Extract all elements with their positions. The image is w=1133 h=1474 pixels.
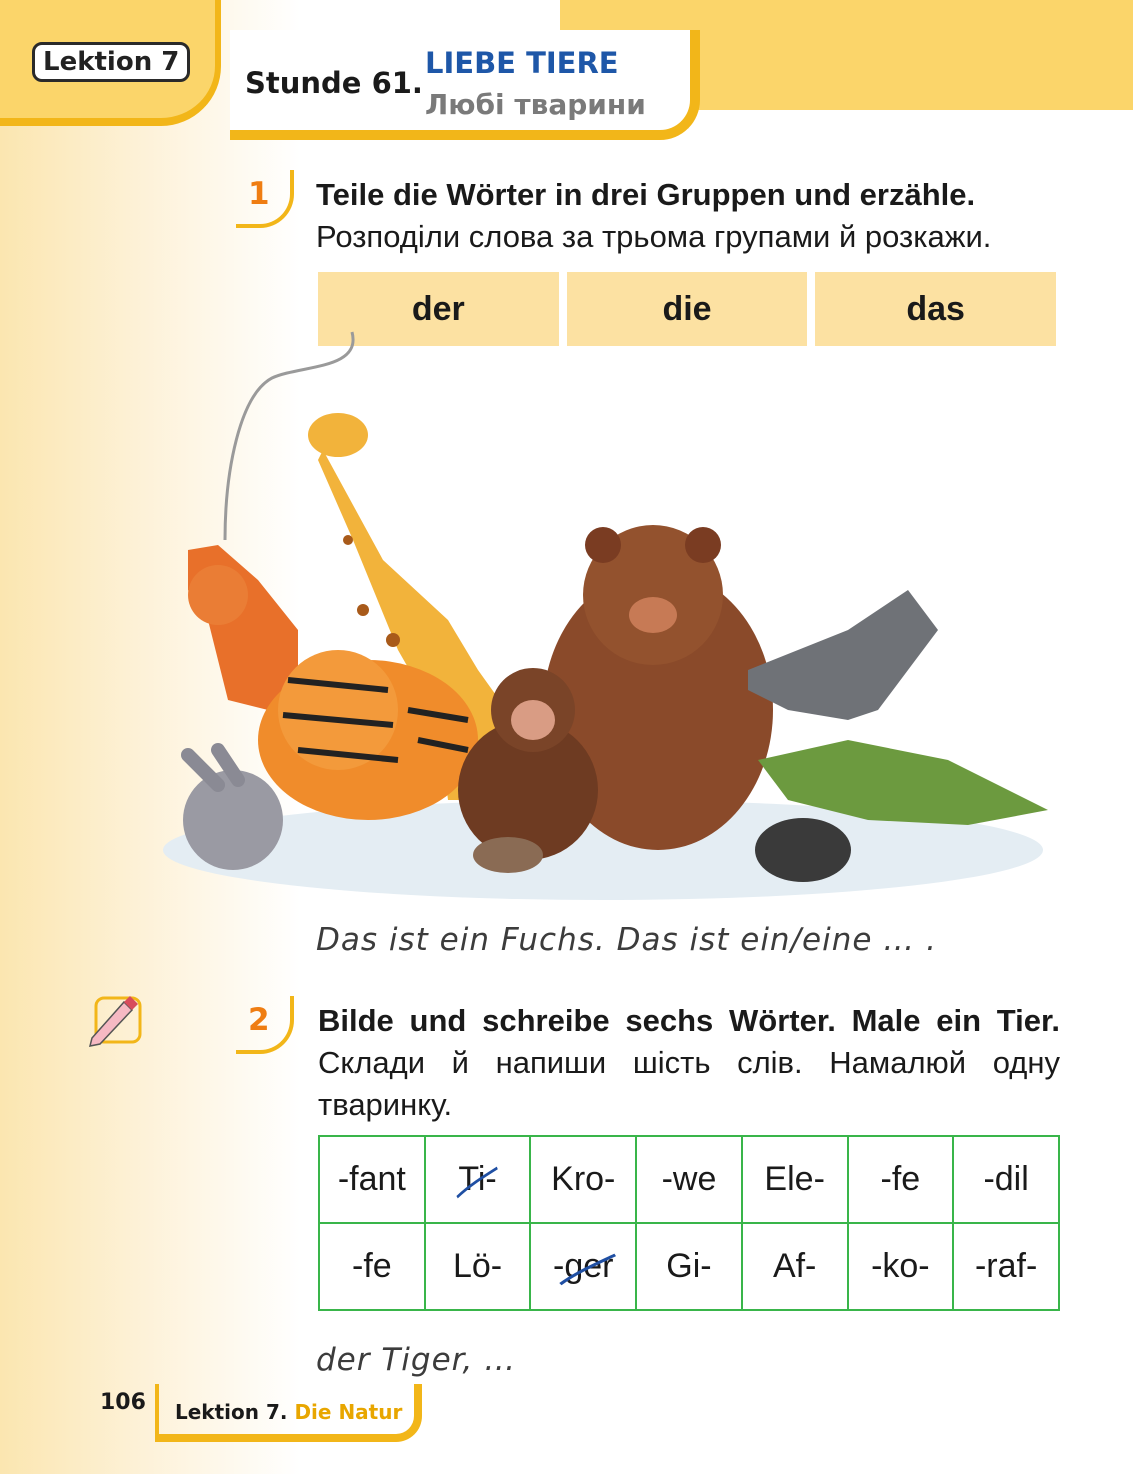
strike-mark [454, 1164, 500, 1203]
article-das: das [815, 272, 1056, 346]
task2-number: 2 [248, 1002, 270, 1038]
syllable-cell-struck [530, 1223, 636, 1310]
lesson-number: Stunde 61. [245, 66, 423, 100]
fox-icon [188, 545, 298, 710]
task1-number-badge [236, 170, 296, 230]
table-row [319, 1223, 1059, 1310]
struck-syllable-text: -ger [553, 1247, 614, 1285]
struck-syllable [458, 1160, 496, 1199]
strike-mark [549, 1251, 617, 1290]
task2-instruction-uk: Склади й напиши шість слів. Намалюй одну тваринку. [318, 1045, 1060, 1122]
syllable-cell: Lö- [425, 1223, 531, 1310]
task2-number-badge [236, 996, 296, 1056]
task2-example: der Tiger, … [316, 1342, 517, 1378]
wolf-icon [748, 590, 938, 720]
syllable-table [318, 1135, 1060, 1311]
article-der: der [318, 272, 559, 346]
syllable-cell: Ele- [742, 1136, 848, 1223]
syllable-cell: -we [636, 1136, 742, 1223]
mouse-icon [473, 837, 543, 873]
article-die: die [567, 272, 808, 346]
lesson-title-de: LIEBE TIERE [425, 46, 619, 80]
article-columns [318, 272, 1056, 346]
task1-example: Das ist ein Fuchs. Das ist ein/eine … . [316, 922, 937, 958]
syllable-cell: -ko- [848, 1223, 954, 1310]
footer-label [175, 1400, 402, 1424]
syllable-cell: -fant [319, 1136, 425, 1223]
page-number: 106 [100, 1390, 146, 1415]
task1-instruction-de: Teile die Wörter in drei Gruppen und erzähle. [316, 177, 976, 212]
syllable-cell: Kro- [530, 1136, 636, 1223]
syllable-cell: -dil [953, 1136, 1059, 1223]
task1-instruction [316, 174, 1061, 258]
footer-lektion: Lektion 7. [175, 1400, 288, 1424]
pencil-icon [84, 990, 144, 1050]
lesson-title-uk: Любі тварини [425, 88, 646, 121]
struck-syllable-text: Ti- [458, 1160, 497, 1198]
animals-illustration [148, 380, 1058, 905]
syllable-cell: -fe [319, 1223, 425, 1310]
syllable-cell: -fe [848, 1136, 954, 1223]
hedgehog-icon [755, 818, 851, 882]
syllable-cell-struck [425, 1136, 531, 1223]
syllable-cell: Af- [742, 1223, 848, 1310]
task2-instruction-de: Bilde und schreibe sechs Wörter. Male ein Tier. [318, 1003, 1060, 1038]
footer-chapter: Die Natur [294, 1400, 403, 1424]
task2-instruction [318, 1000, 1060, 1126]
syllable-cell: -raf- [953, 1223, 1059, 1310]
lektion-label: Lektion 7 [32, 42, 190, 82]
task1-instruction-uk: Розподіли слова за трьома групами й розкажи. [316, 219, 992, 254]
syllable-cell: Gi- [636, 1223, 742, 1310]
struck-syllable [553, 1247, 613, 1286]
table-row [319, 1136, 1059, 1223]
task1-number: 1 [248, 176, 270, 212]
